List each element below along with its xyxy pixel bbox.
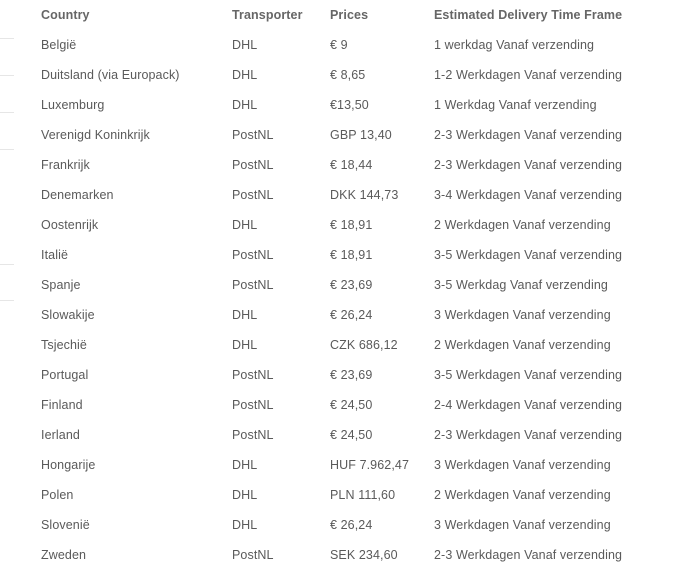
cell-transporter: DHL (232, 488, 258, 502)
cell-delivery-time: 1-2 Werkdagen Vanaf verzending (434, 68, 623, 82)
table-row (30, 180, 650, 210)
cell-price: € 24,50 (330, 428, 373, 442)
cell-delivery-time: 1 werkdag Vanaf verzending (434, 38, 595, 52)
table-row (30, 30, 650, 60)
column-header-prices: Prices (330, 8, 369, 22)
cell-price: €13,50 (330, 98, 369, 112)
table-row (30, 90, 650, 120)
divider-tick (0, 112, 14, 113)
table-row (30, 210, 650, 240)
cell-delivery-time: 2-3 Werkdagen Vanaf verzending (434, 548, 623, 562)
cell-transporter: PostNL (232, 548, 274, 562)
cell-transporter: DHL (232, 458, 258, 472)
cell-price: € 23,69 (330, 368, 373, 382)
cell-country: Duitsland (via Europack) (41, 68, 180, 82)
cell-delivery-time: 2-3 Werkdagen Vanaf verzending (434, 128, 623, 142)
cell-transporter: PostNL (232, 158, 274, 172)
column-header-transporter: Transporter (232, 8, 303, 22)
cell-country: Slowakije (41, 308, 95, 322)
divider-tick (0, 300, 14, 301)
cell-transporter: DHL (232, 518, 258, 532)
cell-country: Zweden (41, 548, 87, 562)
cell-country: Oostenrijk (41, 218, 99, 232)
column-header-country: Country (41, 8, 90, 22)
cell-price: HUF 7.962,47 (330, 458, 410, 472)
cell-delivery-time: 2-4 Werkdagen Vanaf verzending (434, 398, 623, 412)
cell-transporter: PostNL (232, 398, 274, 412)
table-row (30, 450, 650, 480)
cell-delivery-time: 1 Werkdag Vanaf verzending (434, 98, 597, 112)
table-row (30, 330, 650, 360)
table-header (30, 0, 650, 30)
cell-price: € 18,91 (330, 248, 373, 262)
table-row (30, 480, 650, 510)
cell-price: PLN 111,60 (330, 488, 396, 502)
cell-delivery-time: 3-5 Werkdag Vanaf verzending (434, 278, 608, 292)
cell-delivery-time: 2-3 Werkdagen Vanaf verzending (434, 428, 623, 442)
divider-tick (0, 75, 14, 76)
cell-delivery-time: 3 Werkdagen Vanaf verzending (434, 518, 611, 532)
header-row (30, 0, 650, 30)
cell-country: Verenigd Koninkrijk (41, 128, 150, 142)
cell-country: Tsjechië (41, 338, 87, 352)
table-row (30, 390, 650, 420)
table-row (30, 150, 650, 180)
cell-transporter: PostNL (232, 188, 274, 202)
cell-delivery-time: 2 Werkdagen Vanaf verzending (434, 218, 611, 232)
cell-transporter: DHL (232, 218, 258, 232)
table-row (30, 270, 650, 300)
cell-price: € 9 (330, 38, 348, 52)
cell-delivery-time: 3-5 Werkdagen Vanaf verzending (434, 368, 623, 382)
cell-country: Polen (41, 488, 74, 502)
cell-price: € 8,65 (330, 68, 366, 82)
cell-country: Hongarije (41, 458, 96, 472)
cell-country: Finland (41, 398, 83, 412)
table-row (30, 360, 650, 390)
cell-price: € 26,24 (330, 518, 373, 532)
divider-tick (0, 149, 14, 150)
cell-delivery-time: 3 Werkdagen Vanaf verzending (434, 458, 611, 472)
cell-transporter: PostNL (232, 278, 274, 292)
cell-transporter: PostNL (232, 428, 274, 442)
cell-delivery-time: 3-4 Werkdagen Vanaf verzending (434, 188, 623, 202)
divider-tick (0, 38, 14, 39)
cell-country: Frankrijk (41, 158, 90, 172)
table-row (30, 510, 650, 540)
cell-transporter: PostNL (232, 368, 274, 382)
cell-transporter: DHL (232, 38, 258, 52)
cell-country: Portugal (41, 368, 89, 382)
cell-transporter: DHL (232, 338, 258, 352)
cell-country: Luxemburg (41, 98, 105, 112)
left-edge-dividers (0, 0, 14, 564)
cell-transporter: PostNL (232, 128, 274, 142)
cell-delivery-time: 2 Werkdagen Vanaf verzending (434, 338, 611, 352)
cell-price: GBP 13,40 (330, 128, 392, 142)
cell-transporter: PostNL (232, 248, 274, 262)
cell-delivery-time: 2 Werkdagen Vanaf verzending (434, 488, 611, 502)
cell-country: België (41, 38, 77, 52)
table-body (30, 30, 650, 570)
cell-price: € 18,91 (330, 218, 373, 232)
cell-country: Ierland (41, 428, 80, 442)
cell-country: Spanje (41, 278, 81, 292)
cell-price: € 24,50 (330, 398, 373, 412)
table-row (30, 120, 650, 150)
cell-transporter: DHL (232, 308, 258, 322)
cell-price: SEK 234,60 (330, 548, 398, 562)
cell-country: Denemarken (41, 188, 114, 202)
cell-price: CZK 686,12 (330, 338, 398, 352)
table-row (30, 540, 650, 570)
cell-price: € 18,44 (330, 158, 373, 172)
cell-price: € 23,69 (330, 278, 373, 292)
cell-delivery-time: 2-3 Werkdagen Vanaf verzending (434, 158, 623, 172)
cell-delivery-time: 3 Werkdagen Vanaf verzending (434, 308, 611, 322)
cell-delivery-time: 3-5 Werkdagen Vanaf verzending (434, 248, 623, 262)
table-row (30, 60, 650, 90)
cell-price: € 26,24 (330, 308, 373, 322)
cell-transporter: DHL (232, 98, 258, 112)
cell-country: Italië (41, 248, 69, 262)
cell-country: Slovenië (41, 518, 90, 532)
table-row (30, 420, 650, 450)
shipping-rates-table (30, 0, 650, 570)
table-row (30, 300, 650, 330)
cell-transporter: DHL (232, 68, 258, 82)
cell-price: DKK 144,73 (330, 188, 399, 202)
divider-tick (0, 264, 14, 265)
column-header-delivery-time: Estimated Delivery Time Frame (434, 8, 623, 22)
table-row (30, 240, 650, 270)
